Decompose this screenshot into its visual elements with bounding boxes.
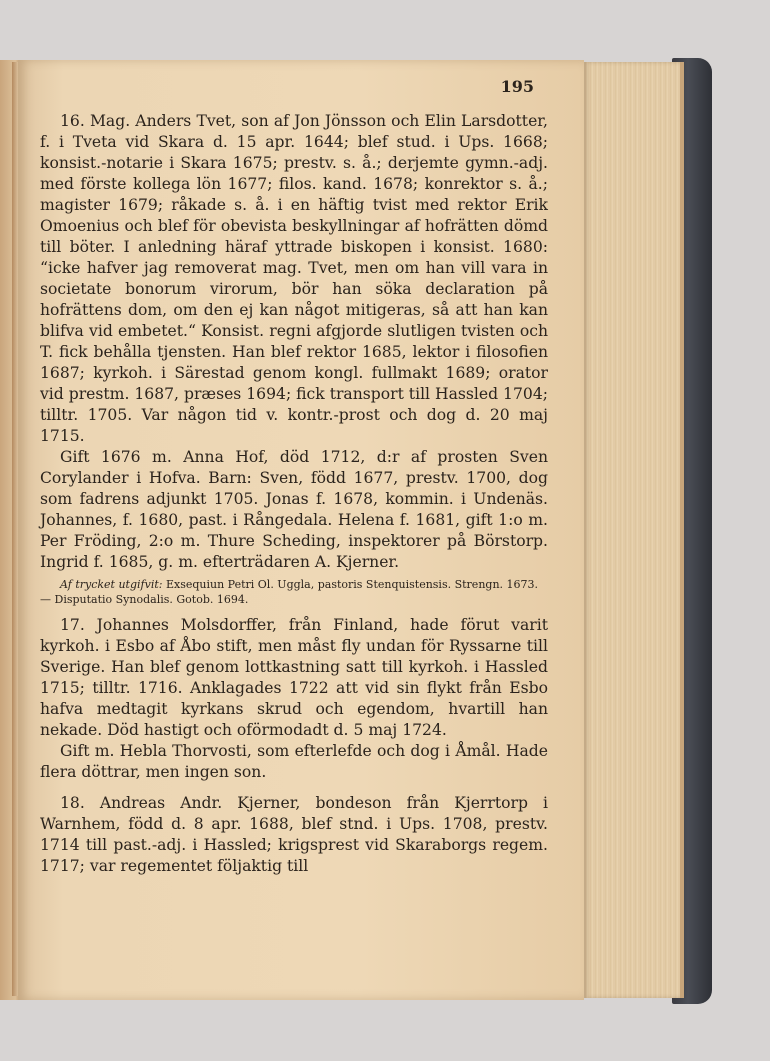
entry-17: [40, 615, 548, 783]
entry-18: [40, 793, 548, 877]
entry-16: [40, 111, 548, 607]
entry-paragraph: Gift 1676 m. Anna Hof, död 1712, d:r af prosten Sven Corylander i Hofva. Barn: Sven, född 1677, prestv. 1700, dog som fadrens adjunkt 1705. Jonas f. 1678, kommin. i Undenäs. Johannes, f. 1680, past. i Rångedala. Helena f. 1681, gift 1:o m. Per Fröding, 2:o m. Thure Scheding, inspektorer på Börstorp. Ingrid f. 1685, g. m. efterträdaren A. Kjerner.: [40, 448, 548, 571]
page-stack-edge: [584, 62, 680, 998]
entry-paragraph: 16. Mag. Anders Tvet, son af Jon Jönsson och Elin Larsdotter, f. i Tveta vid Skara d. 15 apr. 1644; blef stud. i Ups. 1668; konsist.-notarie i Skara 1675; prestv. s. å.; derjemte gymn.-adj. med förste kollega lön 1677; filos. kand. 1678; konrektor s. å.; magister 1679; råkade s. å. i en häftig tvist med rektor Erik Omoenius och blef för obevista beskyllningar af hofrätten dömd till böter. I anledning häraf yttrade biskopen i konsist. 1680: “icke hafver jag removerat mag. Tvet, men om han vill vara in societate bonorum virorum, bör han söka declaration på hofrättens dom, om den ej kan något mitigeras, så att han kan blifva vid embetet.“ Konsist. regni afgjorde slutligen tvisten och T. fick behålla tjensten. Han blef rektor 1685, lektor i filosofien 1687; kyrkoh. i Särestad genom kongl. fullmakt 1689; orator vid prestm. 1687, præses 1694; fick transport till Hassled 1704; tilltr. 1705. Var någon tid v. kontr.-prost och dog d. 20 maj 1715.: [40, 112, 548, 445]
entry-paragraph: Gift m. Hebla Thorvosti, som efterlefde och dog i Åmål. Hade flera döttrar, men ingen son.: [40, 742, 548, 781]
page-text: [40, 76, 548, 879]
note-label: Af trycket utgifvit:: [60, 578, 163, 591]
page-number: 195: [500, 77, 534, 96]
entry-paragraph: 17. Johannes Molsdorffer, från Finland, hade förut varit kyrkoh. i Esbo af Åbo stift, men måst fly undan för Ryssarne till Sverige. Han blef genom lottkastning satt till kyrkoh. i Hassled 1715; tilltr. 1716. Anklagades 1722 att vid sin flykt från Esbo hafva medtagit kyrkans skrud och egendom, hvartill han nekade. Död hastigt och oförmodadt d. 5 maj 1724.: [40, 616, 548, 739]
note-text: Exsequiun Petri Ol. Uggla, pastoris Stenquistensis. Strengn. 1673. — Disputatio Synodalis. Gotob. 1694.: [40, 578, 539, 606]
entry-paragraph: 18. Andreas Andr. Kjerner, bondeson från Kjerrtorp i Warnhem, född d. 8 apr. 1688, blef stnd. i Ups. 1708, prestv. 1714 till past.-adj. i Hassled; krigsprest vid Skaraborgs regem. 1717; var regementet följaktig till: [40, 794, 548, 875]
print-note: [40, 577, 548, 607]
